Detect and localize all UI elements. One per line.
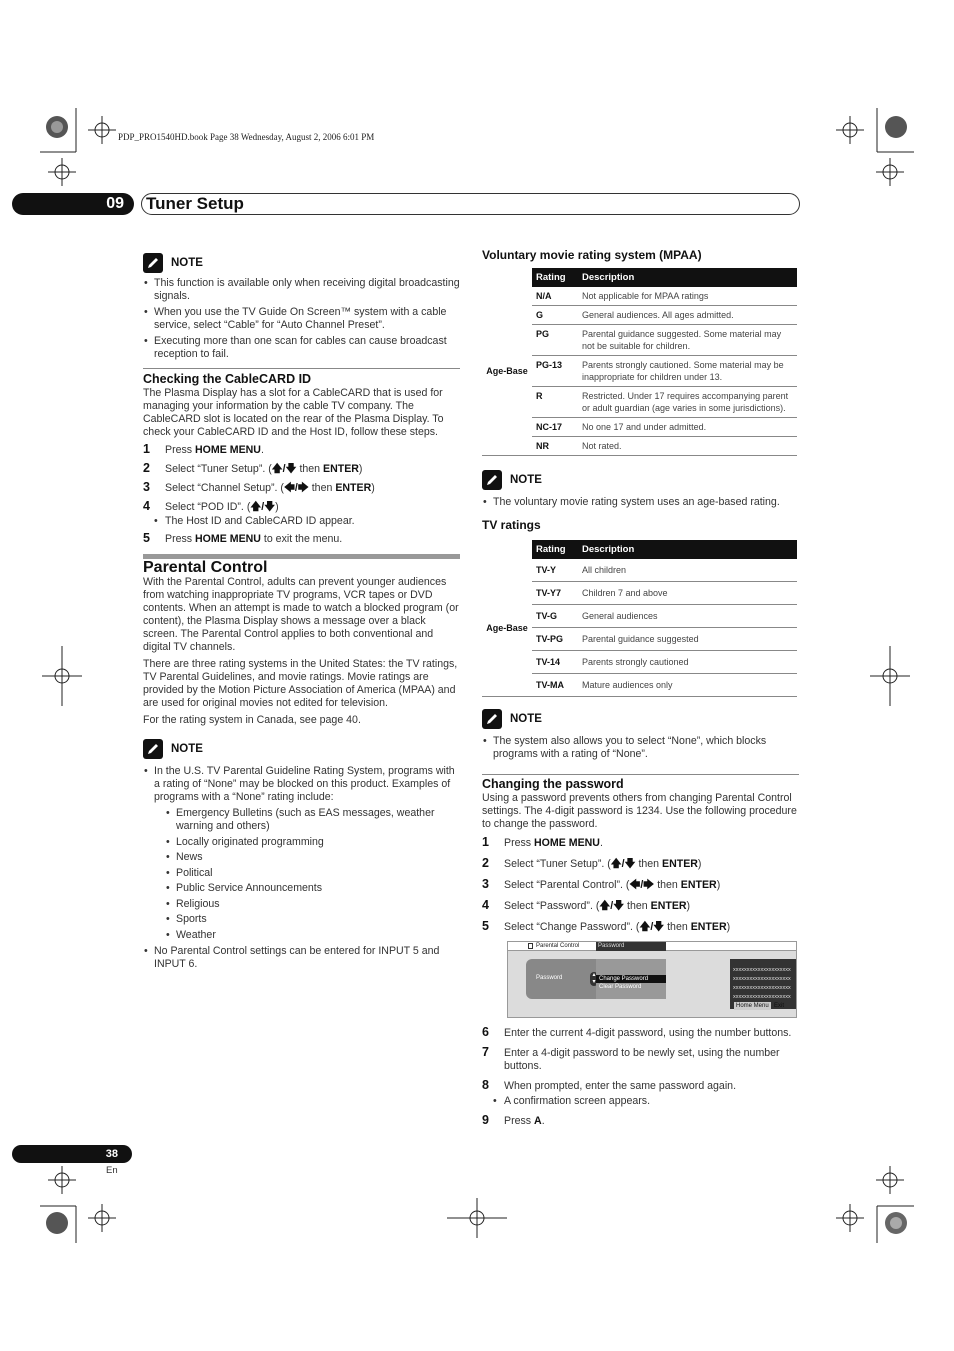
crumb-password: Password	[596, 942, 666, 951]
note-header	[143, 253, 460, 273]
up-down-arrow-icon: 🡅/🡇	[250, 501, 276, 513]
password-steps-continued	[482, 1026, 799, 1133]
step: 1 Press HOME MENU.	[143, 442, 264, 456]
list-item: • Religious	[154, 898, 460, 911]
language-code: En	[106, 1165, 118, 1176]
note-label: NOTE	[171, 256, 203, 269]
list-item: • This function is available only when receiving digital broadcasting signals.	[143, 277, 460, 303]
list-item: • Emergency Bulletins (such as EAS messages, weather warning and others)	[154, 807, 460, 833]
up-down-arrow-icon: 🡅/🡇	[599, 900, 625, 912]
step: 2 Select “Tuner Setup”. (🡅/🡇 then ENTER)	[143, 461, 363, 475]
crosshair-r1	[876, 158, 904, 186]
note-list	[482, 735, 799, 761]
left-right-arrow-icon: 🡄/🡆	[629, 879, 655, 891]
step: 6 Enter the current 4-digit password, using the number buttons.	[482, 1025, 792, 1039]
crosshair-br	[836, 1204, 864, 1232]
list-item: • Executing more than one scan for cables can cause broadcast reception to fail.	[143, 335, 460, 361]
divider	[143, 368, 460, 369]
step: 9 Press A.	[482, 1113, 545, 1127]
col-description: Description	[578, 268, 797, 287]
table-row: Age-Base N/A Not applicable for MPAA ratings	[482, 287, 797, 306]
table-row: PG Parental guidance suggested. Some material may not be suitable for children.	[482, 325, 797, 356]
step: 5 Select “Change Password”. (🡅/🡇 then ENTER)	[482, 919, 731, 933]
crosshair-lm	[42, 646, 82, 706]
list-item: • The system also allows you to select “None”, which blocks programs with a rating of “None”.	[482, 735, 799, 761]
parental-p3: For the rating system in Canada, see page 40.	[143, 714, 361, 726]
pencil-icon	[482, 709, 502, 729]
menu-screenshot	[507, 941, 797, 1018]
page-number: 38	[12, 1145, 132, 1163]
table-row: TV-PG Parental guidance suggested	[482, 628, 797, 651]
table-row: PG-13 Parents strongly cautioned. Some material may be inappropriate for children under 13.	[482, 356, 797, 387]
note-list	[143, 765, 460, 971]
crosshair-l1	[48, 158, 76, 186]
password-steps-2	[482, 1026, 799, 1128]
note-list	[143, 277, 460, 361]
divider	[482, 774, 799, 775]
col-description: Description	[578, 540, 797, 559]
cablecard-steps	[143, 443, 460, 546]
step-sub-note: • The Host ID and CableCARD ID appear.	[143, 515, 460, 528]
step: 8 When prompted, enter the same password again.	[482, 1078, 737, 1092]
list-item: • When you use the TV Guide On Screen™ system with a cable service, select “Cable” for “Auto Channel Preset”.	[143, 306, 460, 332]
table-row: TV-14 Parents strongly cautioned	[482, 651, 797, 674]
pencil-icon	[143, 739, 163, 759]
step: 4 Select “POD ID”. (🡅/🡇)	[143, 499, 279, 513]
up-down-arrow-icon: 🡅/🡇	[271, 463, 297, 475]
crosshair-tr	[836, 116, 864, 144]
list-item: • The voluntary movie rating system uses an age-based rating.	[482, 496, 799, 509]
chapter-title: Tuner Setup	[141, 193, 800, 215]
pencil-icon	[482, 470, 502, 490]
left-right-arrow-icon: 🡄/🡆	[283, 482, 309, 494]
note-header	[143, 739, 460, 759]
note-label: NOTE	[510, 712, 542, 725]
exit-key[interactable]: Exit	[774, 1003, 785, 1009]
color-dot-tl	[46, 116, 68, 138]
parental-p1: With the Parental Control, adults can prevent younger audiences from watching inappropriate TV programs, VCR tapes or DVD contents. When an attempt is made to watch a blocked program (or content), the Plasma Display shows a message over a black screen. The Parental Control applies to both conventional and digital TV channels.	[143, 576, 459, 653]
mpaa-table	[482, 268, 797, 456]
step: 5 Press HOME MENU to exit the menu.	[143, 531, 343, 545]
step: 7 Enter a 4-digit password to be newly set, using the number buttons.	[482, 1045, 780, 1072]
left-column	[143, 253, 460, 974]
cablecard-heading: Checking the CableCARD ID	[143, 372, 312, 386]
mpaa-heading: Voluntary movie rating system (MPAA)	[482, 248, 702, 262]
cablecard-body: The Plasma Display has a slot for a CableCARD that is used for managing your information by the cable TV company. The CableCARD slot is located on the rear of the Plasma Display. To check your CableCARD ID and the Host ID, follow these steps.	[143, 387, 444, 438]
col-rating: Rating	[532, 268, 578, 287]
note-header	[482, 470, 799, 490]
crosshair-rm	[870, 646, 910, 706]
table-row: R Restricted. Under 17 requires accompanying parent or adult guardian (age varies in some jurisdictions).	[482, 387, 797, 418]
crosshair-r2	[876, 1166, 904, 1194]
step: 4 Select “Password”. (🡅/🡇 then ENTER)	[482, 898, 691, 912]
color-dot-br	[885, 1212, 907, 1234]
step-sub-note: • A confirmation screen appears.	[482, 1095, 799, 1108]
tv-heading: TV ratings	[482, 518, 541, 532]
list-item: • News	[154, 851, 460, 864]
step: 3 Select “Parental Control”. (🡄/🡆 then ENTER)	[482, 877, 721, 891]
crosshair-tl	[88, 116, 116, 144]
crosshair-l2	[48, 1166, 76, 1194]
table-row: TV-Y7 Children 7 and above	[482, 582, 797, 605]
tv-table	[482, 540, 797, 697]
home-menu-key[interactable]: Home Menu	[736, 1003, 769, 1009]
crumb-parental-control: Parental Control	[536, 943, 580, 949]
pencil-icon	[143, 253, 163, 273]
parental-p2: There are three rating systems in the United States: the TV ratings, TV Parental Guidelines, and movie ratings. Movie ratings are provided by the Motion Picture Association of America (MPAA) and are used for original movies not edited for television.	[143, 658, 458, 709]
left-item-password[interactable]: Password	[536, 975, 563, 981]
table-row: TV-MA Mature audiences only	[482, 674, 797, 697]
note-label: NOTE	[510, 473, 542, 486]
up-down-icon: ▴ ▾	[590, 972, 598, 986]
group-label: Age-Base	[482, 287, 532, 456]
table-row: TV-G General audiences	[482, 605, 797, 628]
note-list	[482, 496, 799, 509]
parental-heading: Parental Control	[143, 559, 268, 576]
option-change-password[interactable]: Change Password	[596, 975, 666, 983]
list-item: • Political	[154, 867, 460, 880]
lock-icon	[528, 943, 533, 949]
step: 2 Select “Tuner Setup”. (🡅/🡇 then ENTER)	[482, 856, 702, 870]
table-row: NC-17 No one 17 and under admitted.	[482, 418, 797, 437]
note-label: NOTE	[171, 742, 203, 755]
crosshair-bl	[88, 1204, 116, 1232]
table-row: NR Not rated.	[482, 437, 797, 456]
examples-list	[154, 807, 460, 942]
group-label: Age-Base	[482, 559, 532, 697]
list-item: • Locally originated programming	[154, 836, 460, 849]
list-item: • In the U.S. TV Parental Guideline Rating System, programs with a rating of “None” may be blocked on this product. Examples of programs with a “None” rating include: • Emergency Bulletins (such as EAS messages, weather warning and others) • Locally originated programming • News • Political • Public Service Announcements • Religious • Sports • Weather	[143, 765, 460, 942]
chapter-number: 09	[12, 193, 134, 215]
crosshair-bm	[447, 1198, 507, 1238]
password-body: Using a password prevents others from changing Parental Control settings. The 4-digit password is 1234. Use the following procedure to change the password.	[482, 792, 797, 830]
password-steps	[482, 836, 799, 934]
info-text: xxxxxxxxxxxxxxxxxxxxx xxxxxxxxxxxxxxxxxxxxx xxxxxxxxxxxxxxxxxxxxx xxxxxxxxxxxxxxxxxxxxx	[733, 967, 791, 1000]
col-rating: Rating	[532, 540, 578, 559]
list-item: • Public Service Announcements	[154, 882, 460, 895]
up-down-arrow-icon: 🡅/🡇	[639, 921, 665, 933]
book-info: PDP_PRO1540HD.book Page 38 Wednesday, August 2, 2006 6:01 PM	[118, 132, 375, 142]
color-dot-bl	[46, 1212, 68, 1234]
table-row: Age-Base TV-Y All children	[482, 559, 797, 582]
password-heading: Changing the password	[482, 777, 624, 791]
up-down-arrow-icon: 🡅/🡇	[610, 858, 636, 870]
list-item: • Weather	[154, 929, 460, 942]
list-item: • No Parental Control settings can be entered for INPUT 5 and INPUT 6.	[143, 945, 460, 971]
right-column	[482, 249, 799, 939]
table-row: G General audiences. All ages admitted.	[482, 306, 797, 325]
list-item: • Sports	[154, 913, 460, 926]
color-dot-tr	[885, 116, 907, 138]
option-clear-password[interactable]: Clear Password	[599, 984, 642, 990]
note-header	[482, 709, 799, 729]
step: 3 Select “Channel Setup”. (🡄/🡆 then ENTER)	[143, 480, 375, 494]
step: 1 Press HOME MENU.	[482, 835, 603, 849]
